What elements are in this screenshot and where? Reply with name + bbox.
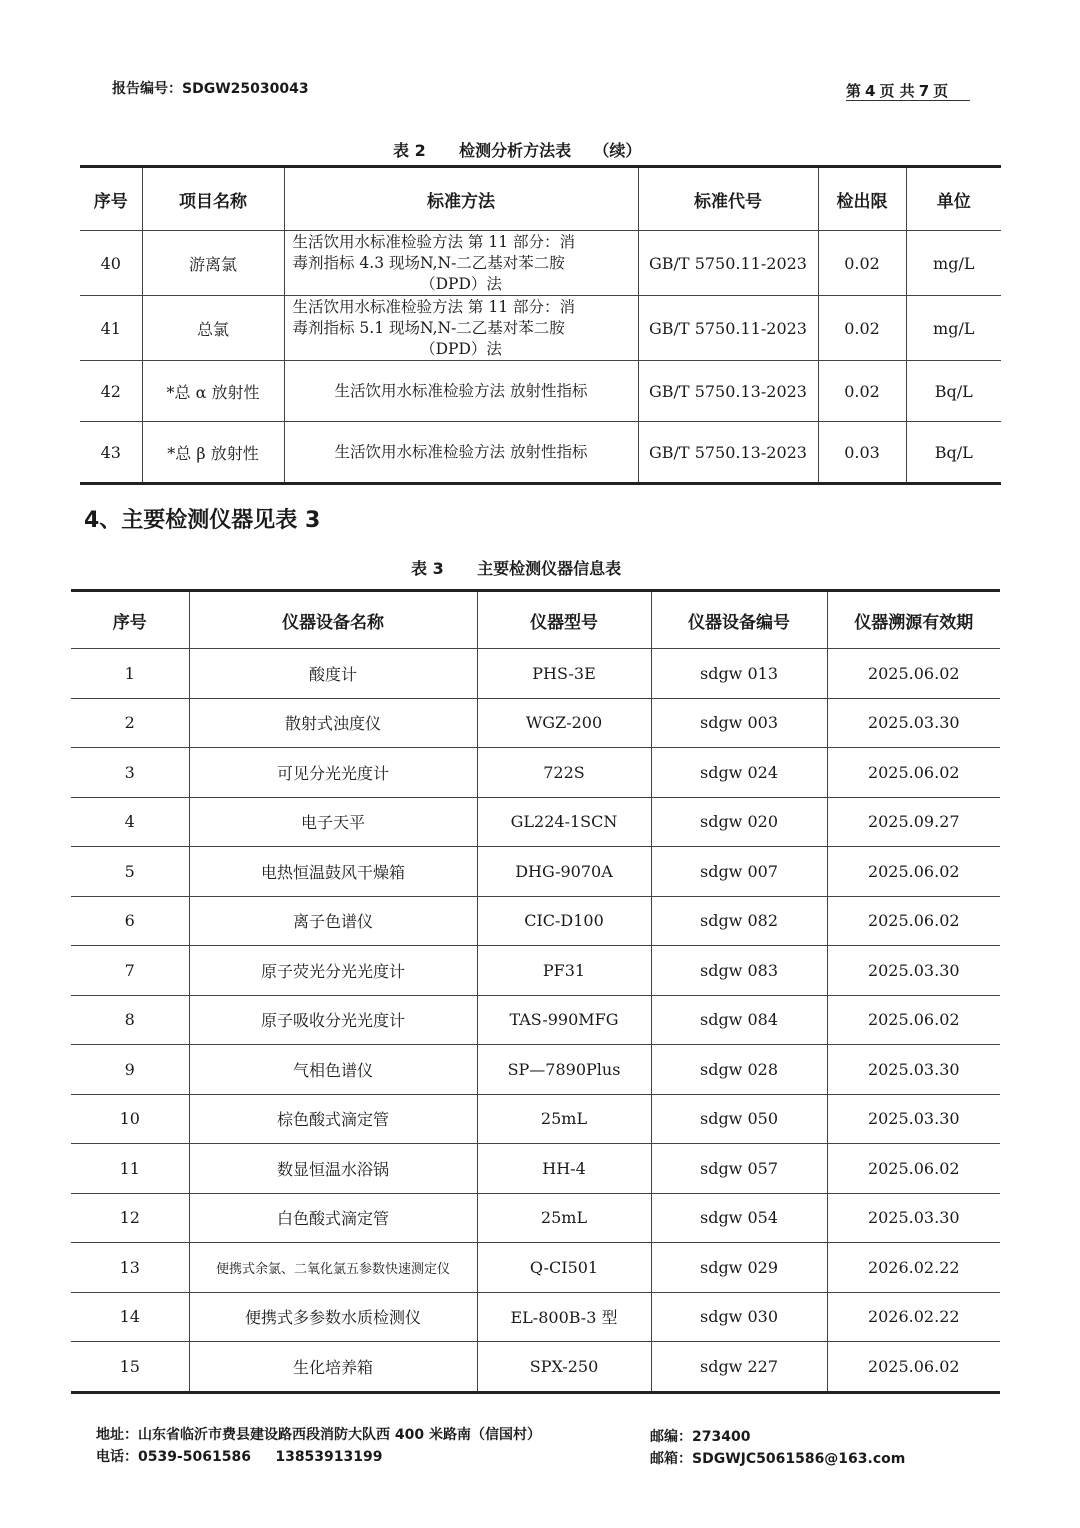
instrument-model: GL224-1SCN [477, 797, 651, 847]
row-number: 10 [71, 1094, 189, 1144]
table-header-row [71, 591, 1000, 649]
row-number: 1 [71, 649, 189, 699]
row-number: 8 [71, 995, 189, 1045]
table-row [71, 847, 1000, 897]
col-header: 仪器设备编号 [651, 591, 827, 649]
report-number: 报告编号：SDGW25030043 [112, 81, 309, 97]
traceability-expiry: 2026.02.22 [827, 1292, 1000, 1342]
row-number: 40 [80, 231, 142, 296]
footer-email: 邮箱：SDGWJC5061586@163.com [650, 1451, 906, 1467]
instrument-model: 25mL [477, 1193, 651, 1243]
instruments-table [71, 589, 1000, 1394]
table-row [71, 1243, 1000, 1293]
instrument-name: 原子荧光分光光度计 [189, 946, 477, 996]
instrument-id: sdgw 082 [651, 896, 827, 946]
instrument-model: Q-CI501 [477, 1243, 651, 1293]
standard-code: GB/T 5750.11-2023 [638, 296, 818, 361]
item-name: 游离氯 [142, 231, 284, 296]
page-prefix: 第 [846, 82, 862, 100]
traceability-expiry: 2025.09.27 [827, 797, 1000, 847]
row-number: 14 [71, 1292, 189, 1342]
instrument-model: PF31 [477, 946, 651, 996]
table-row [71, 1342, 1000, 1393]
row-number: 6 [71, 896, 189, 946]
instrument-model: PHS-3E [477, 649, 651, 699]
instrument-name: 便携式余氯、二氧化氯五参数快速测定仪 [189, 1243, 477, 1293]
traceability-expiry: 2025.03.30 [827, 1045, 1000, 1095]
instrument-name: 数显恒温水浴锅 [189, 1144, 477, 1194]
standard-method [284, 296, 638, 361]
detection-limit: 0.03 [818, 422, 906, 484]
unit: Bq/L [906, 422, 1001, 484]
traceability-expiry: 2025.03.30 [827, 1193, 1000, 1243]
traceability-expiry: 2025.03.30 [827, 946, 1000, 996]
instrument-name: 棕色酸式滴定管 [189, 1094, 477, 1144]
methods-table [80, 165, 1001, 485]
instrument-name: 白色酸式滴定管 [189, 1193, 477, 1243]
table-row [80, 296, 1001, 361]
method-line: 毒剂指标 4.3 现场N,N-二乙基对苯二胺 [292, 253, 565, 272]
traceability-expiry: 2025.03.30 [827, 1094, 1000, 1144]
unit: mg/L [906, 296, 1001, 361]
table-row [71, 797, 1000, 847]
traceability-expiry: 2025.06.02 [827, 847, 1000, 897]
table-row [80, 231, 1001, 296]
instrument-id: sdgw 083 [651, 946, 827, 996]
instrument-name: 可见分光光度计 [189, 748, 477, 798]
instrument-model: EL-800B-3 型 [477, 1292, 651, 1342]
instrument-id: sdgw 029 [651, 1243, 827, 1293]
instrument-id: sdgw 024 [651, 748, 827, 798]
col-header: 标准方法 [284, 167, 638, 231]
instrument-name: 便携式多参数水质检测仪 [189, 1292, 477, 1342]
table-row [71, 748, 1000, 798]
page-total: 7 [918, 82, 930, 100]
col-header: 检出限 [818, 167, 906, 231]
item-name: *总 α 放射性 [142, 361, 284, 422]
row-number: 15 [71, 1342, 189, 1393]
instrument-model: 722S [477, 748, 651, 798]
instrument-name: 生化培养箱 [189, 1342, 477, 1393]
instrument-model: WGZ-200 [477, 698, 651, 748]
item-name: 总氯 [142, 296, 284, 361]
instrument-name: 电子天平 [189, 797, 477, 847]
instrument-id: sdgw 057 [651, 1144, 827, 1194]
table-row [71, 1292, 1000, 1342]
instrument-model: SP—7890Plus [477, 1045, 651, 1095]
row-number: 7 [71, 946, 189, 996]
row-number: 4 [71, 797, 189, 847]
page-indicator [846, 80, 948, 101]
instrument-id: sdgw 054 [651, 1193, 827, 1243]
instrument-id: sdgw 003 [651, 698, 827, 748]
standard-code: GB/T 5750.13-2023 [638, 361, 818, 422]
method-line: （DPD）法 [420, 339, 502, 358]
instrument-name: 离子色谱仪 [189, 896, 477, 946]
footer-postcode: 邮编：273400 [650, 1429, 751, 1445]
standard-method: 生活饮用水标准检验方法 放射性指标 [284, 361, 638, 422]
unit: Bq/L [906, 361, 1001, 422]
traceability-expiry: 2025.06.02 [827, 1342, 1000, 1393]
footer-address: 地址：山东省临沂市费县建设路西段消防大队西 400 米路南（信国村） [96, 1427, 541, 1443]
instrument-name: 酸度计 [189, 649, 477, 699]
page-number: 4 [865, 82, 876, 100]
table-row [71, 649, 1000, 699]
instrument-model: 25mL [477, 1094, 651, 1144]
table-row [71, 1045, 1000, 1095]
header-underline [846, 100, 970, 101]
traceability-expiry: 2025.06.02 [827, 995, 1000, 1045]
traceability-expiry: 2025.06.02 [827, 748, 1000, 798]
standard-code: GB/T 5750.13-2023 [638, 422, 818, 484]
traceability-expiry: 2026.02.22 [827, 1243, 1000, 1293]
instrument-id: sdgw 028 [651, 1045, 827, 1095]
table2-caption: 表 2 检测分析方法表 （续） [393, 141, 642, 160]
traceability-expiry: 2025.06.02 [827, 896, 1000, 946]
row-number: 9 [71, 1045, 189, 1095]
table-row [71, 1144, 1000, 1194]
method-line: 生活饮用水标准检验方法 第 11 部分：消 [292, 232, 576, 251]
table-row [71, 896, 1000, 946]
instrument-model: CIC-D100 [477, 896, 651, 946]
col-header: 标准代号 [638, 167, 818, 231]
instrument-id: sdgw 020 [651, 797, 827, 847]
table3-caption: 表 3 主要检测仪器信息表 [411, 559, 622, 578]
unit: mg/L [906, 231, 1001, 296]
col-header: 单位 [906, 167, 1001, 231]
detection-limit: 0.02 [818, 361, 906, 422]
footer-phone: 电话：0539-5061586 13853913199 [96, 1449, 383, 1465]
row-number: 11 [71, 1144, 189, 1194]
row-number: 12 [71, 1193, 189, 1243]
page-mid: 页 共 [879, 82, 915, 100]
row-number: 2 [71, 698, 189, 748]
table-row [71, 995, 1000, 1045]
table-header-row [80, 167, 1001, 231]
traceability-expiry: 2025.06.02 [827, 1144, 1000, 1194]
instrument-id: sdgw 030 [651, 1292, 827, 1342]
method-line: （DPD）法 [420, 274, 502, 293]
table-row [80, 422, 1001, 484]
traceability-expiry: 2025.06.02 [827, 649, 1000, 699]
instrument-model: HH-4 [477, 1144, 651, 1194]
instrument-id: sdgw 227 [651, 1342, 827, 1393]
instrument-model: DHG-9070A [477, 847, 651, 897]
col-header: 仪器型号 [477, 591, 651, 649]
instrument-id: sdgw 084 [651, 995, 827, 1045]
traceability-expiry: 2025.03.30 [827, 698, 1000, 748]
instrument-name: 电热恒温鼓风干燥箱 [189, 847, 477, 897]
standard-method [284, 231, 638, 296]
instrument-name: 散射式浊度仪 [189, 698, 477, 748]
section-title: 4、主要检测仪器见表 3 [84, 508, 321, 533]
method-line: 毒剂指标 5.1 现场N,N-二乙基对苯二胺 [292, 318, 565, 337]
table-row [71, 698, 1000, 748]
row-number: 3 [71, 748, 189, 798]
row-number: 13 [71, 1243, 189, 1293]
table-row [71, 1094, 1000, 1144]
col-header: 序号 [80, 167, 142, 231]
row-number: 42 [80, 361, 142, 422]
instrument-id: sdgw 013 [651, 649, 827, 699]
method-line: 生活饮用水标准检验方法 第 11 部分：消 [292, 297, 576, 316]
instrument-model: TAS-990MFG [477, 995, 651, 1045]
row-number: 5 [71, 847, 189, 897]
row-number: 41 [80, 296, 142, 361]
table-row [71, 946, 1000, 996]
col-header: 序号 [71, 591, 189, 649]
page-suffix: 页 [933, 82, 949, 100]
standard-code: GB/T 5750.11-2023 [638, 231, 818, 296]
detection-limit: 0.02 [818, 296, 906, 361]
table-row [80, 361, 1001, 422]
instrument-model: SPX-250 [477, 1342, 651, 1393]
instruments-body [71, 649, 1000, 1393]
row-number: 43 [80, 422, 142, 484]
standard-method: 生活饮用水标准检验方法 放射性指标 [284, 422, 638, 484]
item-name: *总 β 放射性 [142, 422, 284, 484]
instrument-id: sdgw 007 [651, 847, 827, 897]
detection-limit: 0.02 [818, 231, 906, 296]
instrument-name: 原子吸收分光光度计 [189, 995, 477, 1045]
col-header: 仪器溯源有效期 [827, 591, 1000, 649]
col-header: 仪器设备名称 [189, 591, 477, 649]
table-row [71, 1193, 1000, 1243]
col-header: 项目名称 [142, 167, 284, 231]
instrument-name: 气相色谱仪 [189, 1045, 477, 1095]
instrument-id: sdgw 050 [651, 1094, 827, 1144]
